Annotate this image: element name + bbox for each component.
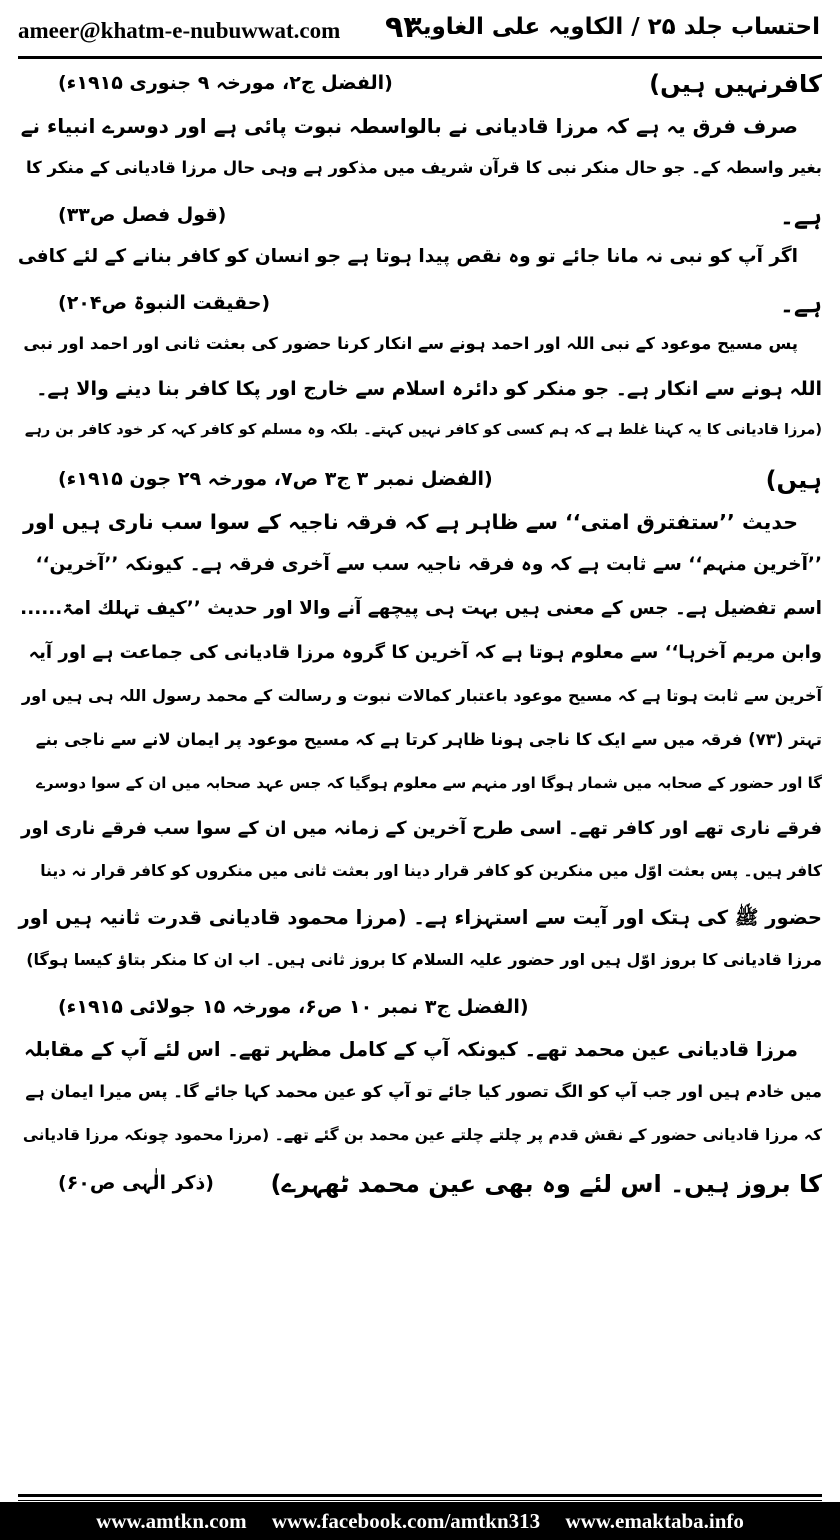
line-text: اگر آپ کو نبی نہ مانا جائے تو وہ نقص پیدا ہوتا ہے جو انسان کو کافر بنانے کے لئے کافی xyxy=(17,246,798,267)
text-line xyxy=(18,900,822,944)
page-number: ۹۳ xyxy=(385,10,422,45)
footer-link-emaktaba[interactable]: www.emaktaba.info xyxy=(565,1509,744,1533)
line-text: (مرزا قادیانی کا یہ کہنا غلط ہے کہ ہم کسی کو کافر نہیں کہتے۔ بلکہ وہ مسلم کو کافر کہہ کر خود کافر بن رہے xyxy=(24,422,822,438)
text-line xyxy=(18,1032,822,1076)
header-email[interactable]: ameer@khatm-e-nubuwwat.com xyxy=(18,18,341,43)
line-text: اسم تفضیل ہے۔ جس کے معنی ہیں بہت ہی پیچھے آنے والا اور حدیث ’’کیف تہلك امۃ...... xyxy=(20,598,822,619)
line-text: مرزا قادیانی عین محمد تھے۔ کیونکہ آپ کے کامل مظہر تھے۔ اس لئے آپ کے مقابلہ xyxy=(23,1038,798,1061)
line-text: ہے۔ xyxy=(779,202,822,230)
page-header xyxy=(0,0,840,56)
text-line xyxy=(18,768,822,812)
text-line xyxy=(18,108,822,152)
footer-rule xyxy=(18,1494,822,1497)
line-text: حضور ﷺ کی ہتک اور آیت سے استہزاء ہے۔ (مرزا محمود قادیانی قدرت ثانیہ ہیں اور xyxy=(18,906,822,929)
line-text: بغیر واسطہ کے۔ جو حال منکر نبی کا قرآن شریف میں مذکور ہے وہی حال مرزا قادیانی کے منکر کا xyxy=(25,158,822,177)
text-line xyxy=(18,680,822,724)
line-text: میں خادم ہیں اور جب آپ کو الگ تصور کیا جائے تو آپ کو عین محمد کہا جائے گا۔ پس میرا ایمان ہے xyxy=(25,1082,822,1101)
text-line xyxy=(18,460,822,504)
page-body xyxy=(18,64,822,1208)
text-line xyxy=(18,328,822,372)
text-line xyxy=(18,856,822,900)
line-text: کہ مرزا قادیانی حضور کے نقش قدم پر چلتے چلتے عین محمد بن گئے تھے۔ (مرزا محمود چونکہ مرزا قادیانی xyxy=(22,1126,822,1144)
line-text: گا اور حضور کے صحابہ میں شمار ہوگا اور منہم سے معلوم ہوگیا کہ جس عہد صحابہ میں ان کے سوا دوسرے xyxy=(36,774,822,792)
line-text: مرزا قادیانی کا بروز اوّل ہیں اور حضور علیہ السلام کا بروز ثانی ہیں۔ اب ان کا منکر بتاؤ کیسا ہوگا) xyxy=(26,950,822,969)
line-text: کافرنہیں ہیں) xyxy=(649,70,822,98)
text-line xyxy=(18,988,822,1032)
text-line xyxy=(18,548,822,592)
line-text: ’’آخرین منہم‘‘ سے ثابت ہے کہ وہ فرقہ ناجیہ سب سے آخری فرقہ ہے۔ کیونکہ ’’آخرین‘‘ xyxy=(35,554,822,575)
line-text: کا بروز ہیں۔ اس لئے وہ بھی عین محمد ٹھہرے) xyxy=(270,1170,822,1198)
text-line xyxy=(18,284,822,328)
text-line xyxy=(18,636,822,680)
text-line xyxy=(18,196,822,240)
header-rule xyxy=(18,56,822,59)
line-text: وابن مریم آخرہا‘‘ سے معلوم ہوتا ہے کہ آخرین کا گروہ مرزا قادیانی کی جماعت ہے اور آیہ xyxy=(28,642,822,663)
line-text: پس مسیح موعود کے نبی اللہ اور احمد ہونے سے انکار کرنا حضور کی بعثت ثانی اور احمد اور نبی xyxy=(23,334,798,353)
text-line xyxy=(18,152,822,196)
reference-citation: (الفضل ج۲، مورخہ ۹ جنوری ۱۹۱۵ء) xyxy=(58,72,393,94)
text-line xyxy=(18,724,822,768)
line-text: کافر ہیں۔ پس بعثت اوّل میں منکرین کو کافر قرار دینا اور بعثت ثانی میں منکروں کو کافر قرار نہ دینا xyxy=(40,862,822,880)
text-line xyxy=(18,64,822,108)
book-title: احتساب جلد ۲۵ / الکاویہ علی الغاویہ xyxy=(409,14,820,40)
reference-citation: (الفضل ج۳ نمبر ۱۰ ص۶، مورخہ ۱۵ جولائی ۱۹۱۵ء) xyxy=(58,996,529,1018)
text-line xyxy=(18,416,822,460)
line-text: فرقے ناری تھے اور کافر تھے۔ اسی طرح آخرین کے زمانہ میں ان کے سوا سب فرقے ناری اور xyxy=(21,818,822,839)
reference-citation: (قول فصل ص۳۳) xyxy=(58,204,227,226)
line-text: آخرین سے ثابت ہوتا ہے کہ مسیح موعود باعتبار کمالات نبوت و رسالت کے محمد رسول اللہ ہی ہیں اور xyxy=(21,686,822,705)
footer-links xyxy=(0,1509,840,1534)
text-line xyxy=(18,240,822,284)
line-text: ہیں) xyxy=(765,466,822,494)
text-line xyxy=(18,944,822,988)
line-text: تہتر (۷۳) فرقہ میں سے ایک کا ناجی ہونا ظاہر کرتا ہے کہ مسیح موعود پر ایمان لانے سے ناجی بنے xyxy=(35,730,822,749)
footer-link-amtkn[interactable]: www.amtkn.com xyxy=(96,1509,247,1533)
text-line xyxy=(18,1164,822,1208)
line-text: ہے۔ xyxy=(779,290,822,318)
text-line xyxy=(18,592,822,636)
footer-bar xyxy=(0,1502,840,1540)
text-line xyxy=(18,1076,822,1120)
reference-citation: (الفضل نمبر ۳ ج۳ ص۷، مورخہ ۲۹ جون ۱۹۱۵ء) xyxy=(58,468,493,490)
text-line xyxy=(18,372,822,416)
line-text: حدیث ’’ستفترق امتی‘‘ سے ظاہر ہے کہ فرقہ ناجیہ کے سوا سب ناری ہیں اور xyxy=(23,510,798,534)
footer-link-facebook[interactable]: www.facebook.com/amtkn313 xyxy=(271,1509,541,1533)
line-text: صرف فرق یہ ہے کہ مرزا قادیانی نے بالواسطہ نبوت پائی ہے اور دوسرے انبیاء نے xyxy=(20,114,798,138)
text-line xyxy=(18,1120,822,1164)
reference-citation: (حقیقت النبوۃ ص۲۰۴) xyxy=(58,292,271,314)
text-line xyxy=(18,504,822,548)
reference-citation: (ذکر الٰہی ص۶۰) xyxy=(58,1172,214,1194)
text-line xyxy=(18,812,822,856)
line-text: اللہ ہونے سے انکار ہے۔ جو منکر کو دائرہ اسلام سے خارج اور پکا کافر بنا دینے والا ہے۔ xyxy=(36,378,822,400)
footer-rule-thin xyxy=(18,1500,822,1501)
